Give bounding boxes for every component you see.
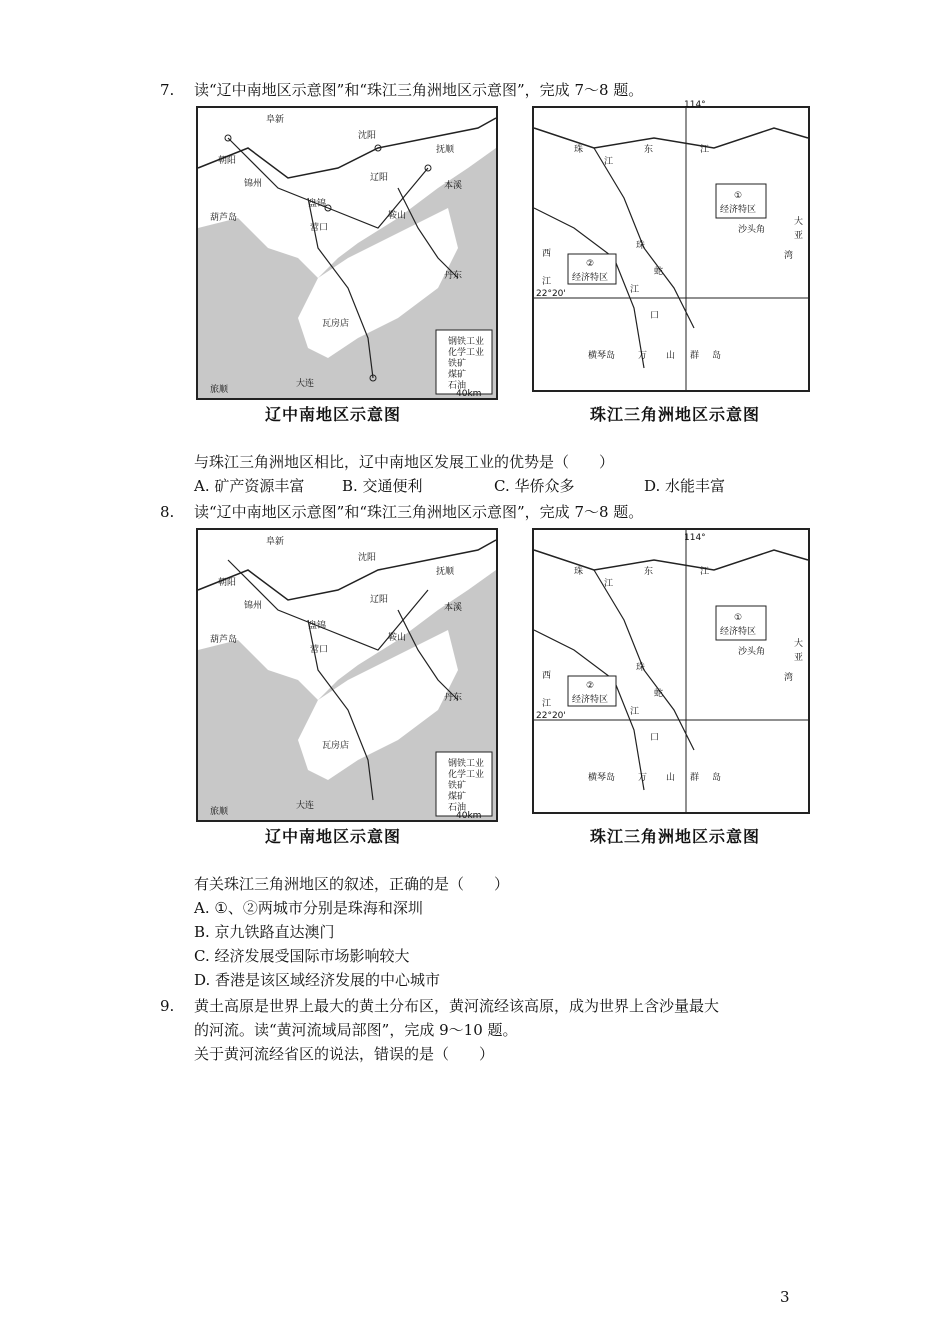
legend-chemical-2: 化学工业 <box>448 770 485 780</box>
circle-1b: ① <box>734 613 743 623</box>
label-dao: 岛 <box>712 351 722 361</box>
city-benxi-2: 本溪 <box>444 603 463 613</box>
pearl-river-map-2 <box>532 528 810 814</box>
scale-label: 40km <box>456 389 482 399</box>
liaozhongnan-map-2-svg <box>198 530 496 820</box>
q7-option-b[interactable]: B. 交通便利 <box>342 477 423 495</box>
label-xi-b: 西 <box>542 671 552 681</box>
label-dao-b: 岛 <box>712 773 722 783</box>
pearl-river-map-2-svg <box>534 530 808 812</box>
q8-intro: 读“辽中南地区示意图”和“珠江三角洲地区示意图”，完成 7～8 题。 <box>194 503 644 521</box>
page-number: 3 <box>780 1288 790 1306</box>
legend-iron-2: 铁矿 <box>448 781 467 791</box>
circle-2b: ② <box>586 681 595 691</box>
label-da: 大 <box>794 217 804 227</box>
label-shan-b: 山 <box>666 773 676 783</box>
label-jiang-4: 江 <box>630 285 640 295</box>
latitude-label: 22°20' <box>536 289 566 299</box>
q8-option-c[interactable]: C. 经济发展受国际市场影响较大 <box>194 947 410 965</box>
scale-label-2: 40km <box>456 811 482 821</box>
city-shenyang: 沈阳 <box>358 131 377 141</box>
pearl-river-map-svg <box>534 100 808 390</box>
city-chaoyang-2: 朝阳 <box>218 578 237 588</box>
circle-1: ① <box>734 191 743 201</box>
q7-option-d[interactable]: D. 水能丰富 <box>644 477 726 495</box>
q7-intro: 读“辽中南地区示意图”和“珠江三角洲地区示意图”，完成 7～8 题。 <box>194 81 644 99</box>
q7-question: 与珠江三角洲地区相比，辽中南地区发展工业的优势是（ ） <box>194 453 615 471</box>
label-jiang-3b: 江 <box>542 699 552 709</box>
label-wan-b: 湾 <box>784 673 794 683</box>
liaozhongnan-caption-2: 辽中南地区示意图 <box>265 827 402 846</box>
city-dandong-2: 丹东 <box>444 693 463 703</box>
liaozhongnan-caption: 辽中南地区示意图 <box>265 405 402 424</box>
q7-option-c[interactable]: C. 华侨众多 <box>494 477 575 495</box>
city-panjin: 盘锦 <box>308 199 327 209</box>
q9-number: 9. <box>160 997 175 1015</box>
city-shenyang-2: 沈阳 <box>358 553 377 563</box>
label-qun-b: 群 <box>690 773 700 783</box>
legend-coal: 煤矿 <box>448 370 467 380</box>
circle-2: ② <box>586 259 595 269</box>
city-yingkou-2: 营口 <box>310 645 329 655</box>
city-anshan-2: 鞍山 <box>388 633 407 643</box>
label-ya: 亚 <box>794 231 804 241</box>
label-dong: 东 <box>644 145 654 155</box>
legend-coal-2: 煤矿 <box>448 792 467 802</box>
label-wan-2: 万 <box>638 351 648 361</box>
q8-question: 有关珠江三角洲地区的叙述，正确的是（ ） <box>194 875 510 893</box>
city-chaoyang: 朝阳 <box>218 156 237 166</box>
label-hengqin-b: 横琴岛 <box>588 773 616 783</box>
city-liaoyang-2: 辽阳 <box>370 595 389 605</box>
liaozhongnan-map-svg <box>198 108 496 398</box>
label-da-b: 大 <box>794 639 804 649</box>
city-dalian: 大连 <box>296 379 315 389</box>
city-lvshun-2: 旅顺 <box>210 807 229 817</box>
label-zhu-b: 珠 <box>574 567 584 577</box>
label-zhu-2b: 珠 <box>636 663 646 673</box>
label-she-b: 蛇 <box>654 689 664 699</box>
label-jiang-2: 江 <box>700 145 710 155</box>
city-fushun-2: 抚顺 <box>436 567 455 577</box>
latitude-label-2: 22°20' <box>536 711 566 721</box>
city-dandong: 丹东 <box>444 271 463 281</box>
q7-number: 7. <box>160 81 175 99</box>
label-jiang-1: 江 <box>604 157 614 167</box>
city-fushun: 抚顺 <box>436 145 455 155</box>
label-jiang-3: 江 <box>542 277 552 287</box>
city-lvshun: 旅顺 <box>210 385 229 395</box>
city-panjin-2: 盘锦 <box>308 621 327 631</box>
city-huludao-2: 葫芦岛 <box>210 635 238 645</box>
liaozhongnan-map-2 <box>196 528 498 822</box>
label-jiang-4b: 江 <box>630 707 640 717</box>
liaozhongnan-map <box>196 106 498 400</box>
label-jiang-2b: 江 <box>700 567 710 577</box>
city-anshan: 鞍山 <box>388 211 407 221</box>
q7-option-a[interactable]: A. 矿产资源丰富 <box>194 477 305 495</box>
label-wan-2b: 万 <box>638 773 648 783</box>
legend-steel: 钢铁工业 <box>448 337 485 347</box>
city-jinzhou: 锦州 <box>244 179 263 189</box>
q8-option-d[interactable]: D. 香港是该区域经济发展的中心城市 <box>194 971 441 989</box>
q9-question: 关于黄河流经省区的说法，错误的是（ ） <box>194 1045 495 1063</box>
pearl-river-caption-2: 珠江三角洲地区示意图 <box>590 827 761 846</box>
label-shan: 山 <box>666 351 676 361</box>
legend-chemical: 化学工业 <box>448 348 485 358</box>
sez-label-1b: 经济特区 <box>720 627 757 637</box>
legend-oil: 石油 <box>448 381 467 391</box>
city-wafangdian: 瓦房店 <box>322 319 350 329</box>
city-fuxin: 阜新 <box>266 115 285 125</box>
label-zhu: 珠 <box>574 145 584 155</box>
label-kou-b: 口 <box>650 733 660 743</box>
city-benxi: 本溪 <box>444 181 463 191</box>
sez-label-1: 经济特区 <box>720 205 757 215</box>
city-fuxin-2: 阜新 <box>266 537 285 547</box>
legend-iron: 铁矿 <box>448 359 467 369</box>
legend-oil-2: 石油 <box>448 803 467 813</box>
label-hengqin: 横琴岛 <box>588 351 616 361</box>
longitude-label: 114° <box>684 100 706 110</box>
city-jinzhou-2: 锦州 <box>244 601 263 611</box>
q8-option-b[interactable]: B. 京九铁路直达澳门 <box>194 923 335 941</box>
label-zhu-2: 珠 <box>636 241 646 251</box>
sez-label-2: 经济特区 <box>572 273 609 283</box>
city-huludao: 葫芦岛 <box>210 213 238 223</box>
label-xi: 西 <box>542 249 552 259</box>
label-shatoujiao-b: 沙头角 <box>738 647 766 657</box>
label-she: 蛇 <box>654 267 664 277</box>
city-yingkou: 营口 <box>310 223 329 233</box>
label-shatoujiao: 沙头角 <box>738 225 766 235</box>
label-qun: 群 <box>690 351 700 361</box>
city-wafangdian-2: 瓦房店 <box>322 741 350 751</box>
q8-number: 8. <box>160 503 175 521</box>
label-wan: 湾 <box>784 251 794 261</box>
city-dalian-2: 大连 <box>296 801 315 811</box>
label-dong-b: 东 <box>644 567 654 577</box>
label-jiang-1b: 江 <box>604 579 614 589</box>
longitude-label-2: 114° <box>684 533 706 543</box>
q9-line1: 黄土高原是世界上最大的黄土分布区，黄河流经该高原，成为世界上含沙量最大 <box>194 997 720 1015</box>
city-liaoyang: 辽阳 <box>370 173 389 183</box>
q9-line2: 的河流。读“黄河流域局部图”，完成 9～10 题。 <box>194 1021 518 1039</box>
legend-steel-2: 钢铁工业 <box>448 759 485 769</box>
q8-option-a[interactable]: A. ①、②两城市分别是珠海和深圳 <box>194 899 423 917</box>
pearl-river-caption: 珠江三角洲地区示意图 <box>590 405 761 424</box>
sez-label-2b: 经济特区 <box>572 695 609 705</box>
pearl-river-map <box>532 100 810 392</box>
label-ya-b: 亚 <box>794 653 804 663</box>
label-kou: 口 <box>650 311 660 321</box>
